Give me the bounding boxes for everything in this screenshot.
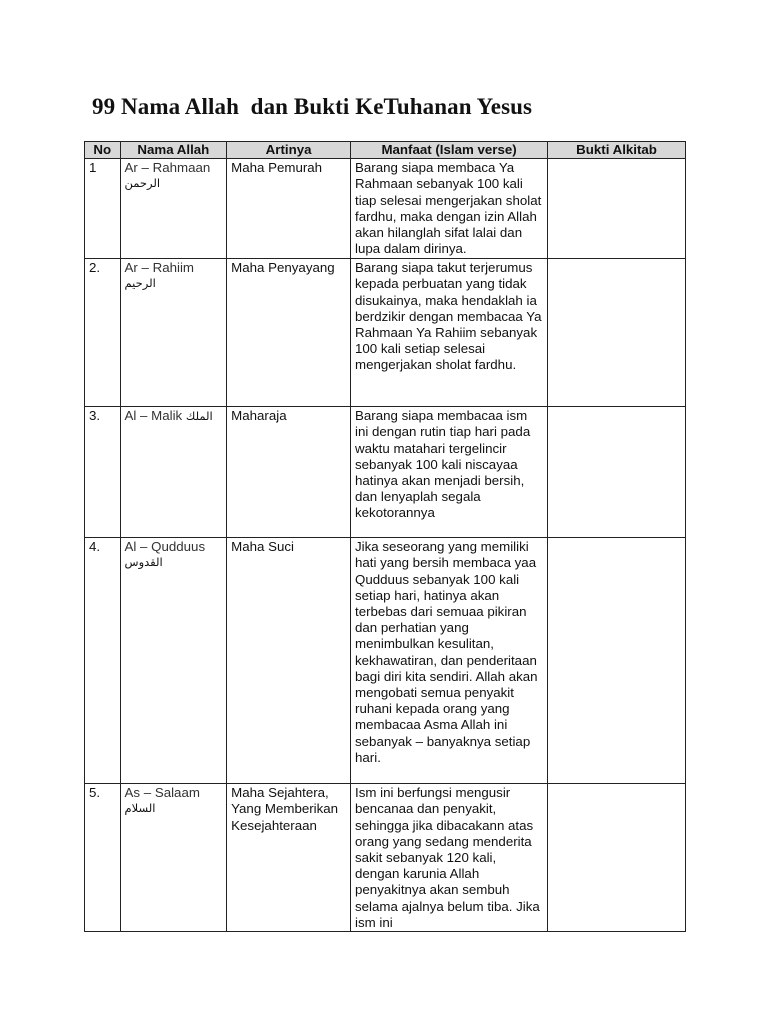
name-latin: Al – Qudduus — [124, 539, 206, 555]
header-manfaat: Manfaat (Islam verse) — [351, 142, 548, 159]
cell-no: 2. — [85, 259, 121, 407]
cell-artinya: Maha Sejahtera, Yang Memberikan Kesejahteraan — [227, 784, 351, 932]
names-table — [84, 141, 686, 932]
cell-manfaat: Barang siapa takut terjerumus kepada perbuatan yang tidak disukainya, maka hendaklah ia berdzikir dengan membacaa Ya Rahmaan Ya Rahiim sebanyak 100 kali setiap selesai mengerjakan sholat fardhu. — [351, 259, 548, 407]
table-row — [85, 784, 686, 932]
table-row — [85, 259, 686, 407]
cell-nama-allah — [120, 538, 227, 784]
cell-bukti-alkitab — [548, 784, 686, 932]
table-header-row — [85, 142, 686, 159]
name-arabic: الرحمن — [124, 176, 161, 191]
table-row — [85, 159, 686, 259]
cell-manfaat: Barang siapa membaca Ya Rahmaan sebanyak 100 kali tiap selesai mengerjakan sholat fardhu, maka dengan izin Allah akan hilanglah sifat lalai dan lupa dalam dirinya. — [351, 159, 548, 259]
header-artinya: Artinya — [227, 142, 351, 159]
cell-artinya: Maha Pemurah — [227, 159, 351, 259]
name-latin: Ar – Rahmaan — [124, 160, 211, 176]
page-title: 99 Nama Allah dan Bukti KeTuhanan Yesus — [92, 94, 533, 119]
cell-manfaat: Ism ini berfungsi mengusir bencanaa dan penyakit, sehingga jika dibacakann atas orang yang sedang menderita sakit sebanyak 120 kali, dengan karunia Allah penyakitnya akan sembuh selama ajalnya belum tiba. Jika ism ini — [351, 784, 548, 932]
name-arabic: الملك — [185, 409, 213, 424]
table-row — [85, 407, 686, 538]
table-row — [85, 538, 686, 784]
cell-nama-allah — [120, 784, 227, 932]
cell-bukti-alkitab — [548, 538, 686, 784]
header-bukti-alkitab: Bukti Alkitab — [548, 142, 686, 159]
cell-artinya: Maha Suci — [227, 538, 351, 784]
header-nama-allah: Nama Allah — [120, 142, 227, 159]
cell-bukti-alkitab — [548, 407, 686, 538]
name-arabic: القدوس — [124, 555, 163, 570]
name-latin: Al – Malik — [124, 408, 183, 424]
cell-no: 1 — [85, 159, 121, 259]
cell-manfaat: Jika seseorang yang memiliki hati yang bersih membaca yaa Qudduus sebanyak 100 kali setiap hari, hatinya akan terbebas dari semuaa pikiran dan perhatian yang menimbulkan kesulitan, kekhawatiran, dan penderitaan bagi diri kita sendiri. Allah akan mengobati semua penyakit ruhani kepada orang yang membacaa Asma Allah ini sebanyak – banyaknya setiap hari. — [351, 538, 548, 784]
cell-nama-allah — [120, 259, 227, 407]
name-latin: Ar – Rahiim — [124, 260, 194, 276]
cell-no: 3. — [85, 407, 121, 538]
cell-nama-allah — [120, 407, 227, 538]
cell-artinya: Maharaja — [227, 407, 351, 538]
cell-bukti-alkitab — [548, 259, 686, 407]
cell-manfaat: Barang siapa membacaa ism ini dengan rutin tiap hari pada waktu matahari tergelincir sebanyak 100 kali niscayaa hatinya akan menjadi bersih, dan lenyaplah segala kekotorannya — [351, 407, 548, 538]
cell-bukti-alkitab — [548, 159, 686, 259]
name-arabic: الرحيم — [124, 276, 156, 291]
cell-no: 4. — [85, 538, 121, 784]
cell-nama-allah — [120, 159, 227, 259]
name-latin: As – Salaam — [124, 785, 200, 801]
cell-no: 5. — [85, 784, 121, 932]
cell-artinya: Maha Penyayang — [227, 259, 351, 407]
header-no: No — [85, 142, 121, 159]
name-arabic: السلام — [124, 801, 156, 816]
